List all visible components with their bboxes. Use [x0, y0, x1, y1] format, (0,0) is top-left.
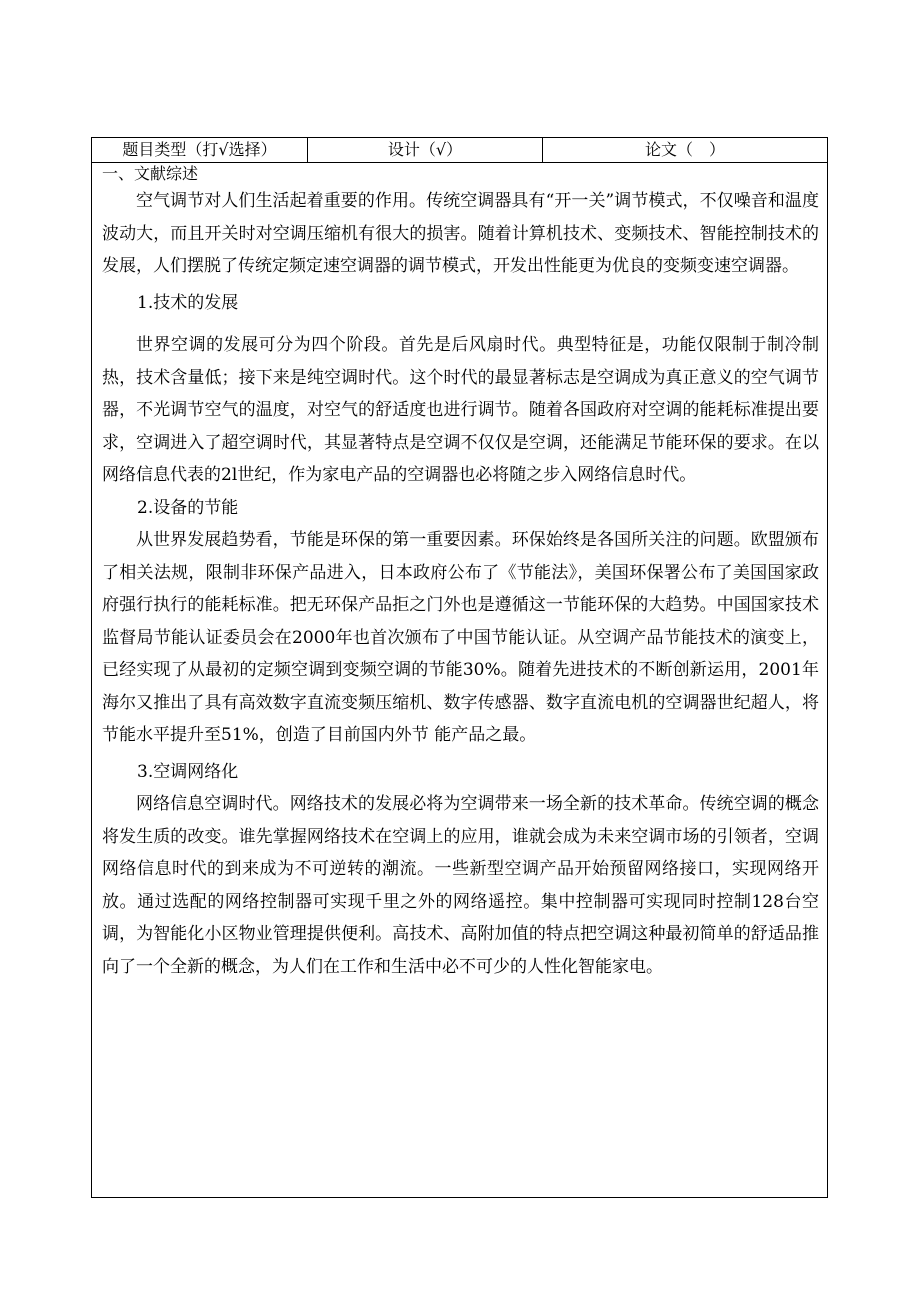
report-form-table: [91, 137, 828, 1198]
thesis-option: 论文（ ）: [644, 140, 725, 159]
design-option: 设计（√）: [308, 138, 543, 162]
subheading-energy-saving: 2.设备的节能: [137, 497, 239, 518]
paragraph-networking: 网络信息空调时代。网络技术的发展必将为空调带来一场全新的技术革命。传统空调的概念将发生质的改变。谁先掌握网络技术在空调上的应用，谁就会成为未来空调市场的引领者，空调网络信息时代的到来成为不可逆转的潮流。一些新型空调产品开始预留网络接口，实现网络开放。通过选配的网络控制器可实现千里之外的网络遥控。集中控制器可实现同时控制128台空调，为智能化小区物业管理提供便利。高技术、高附加值的特点把空调这种最初简单的舒适品推向了一个全新的概念，为人们在工作和生活中必不可少的人性化智能家电。: [102, 794, 819, 977]
subheading-tech-development: 1.技术的发展: [137, 292, 239, 313]
literature-review-cell: [92, 163, 827, 1197]
paragraph-energy-saving: 从世界发展趋势看，节能是环保的第一重要因素。环保始终是各国所关注的问题。欧盟颁布了相关法规，限制非环保产品进入，日本政府公布了《节能法》，美国环保署公布了美国国家政府强行执行的能耗标准。把无环保产品拒之门外也是遵循这一节能环保的大趋势。中国国家技术监督局节能认证委员会在2000年也首次颁布了中国节能认证。从空调产品节能技术的演变上，已经实现了从最初的定频空调到变频空调的节能30%。随着先进技术的不断创新运用，2001年海尔又推出了具有高效数字直流变频压缩机、数字传感器、数字直流电机的空调器世纪超人，将节能水平提升至51%，创造了目前国内外节 能产品之最。: [102, 530, 819, 745]
intro-paragraph: 空气调节对人们生活起着重要的作用。传统空调器具有“开一关”调节模式，不仅噪音和温度波动大，而且开关时对空调压缩机有很大的损害。随着计算机技术、变频技术、智能控制技术的发展，人们摆脱了传统定频定速空调器的调节模式，开发出性能更为优良的变频变速空调器。: [102, 191, 819, 276]
section-title: 一、文献综述: [102, 164, 199, 183]
subheading-networking: 3.空调网络化: [137, 761, 239, 782]
paragraph-tech-development: 世界空调的发展可分为四个阶段。首先是后风扇时代。典型特征是，功能仅限制于制冷制热，技术含量低；接下来是纯空调时代。这个时代的最显著标志是空调成为真正意义的空气调节器，不光调节空气的温度，对空气的舒适度也进行调节。随着各国政府对空调的能耗标准提出要求，空调进入了超空调时代，其显著特点是空调不仅仅是空调，还能满足节能环保的要求。在以网络信息代表的2l世纪，作为家电产品的空调器也必将随之步入网络信息时代。: [102, 335, 819, 485]
topic-type-label: 题目类型（打√选择）: [92, 138, 308, 162]
topic-type-row: [92, 138, 827, 163]
